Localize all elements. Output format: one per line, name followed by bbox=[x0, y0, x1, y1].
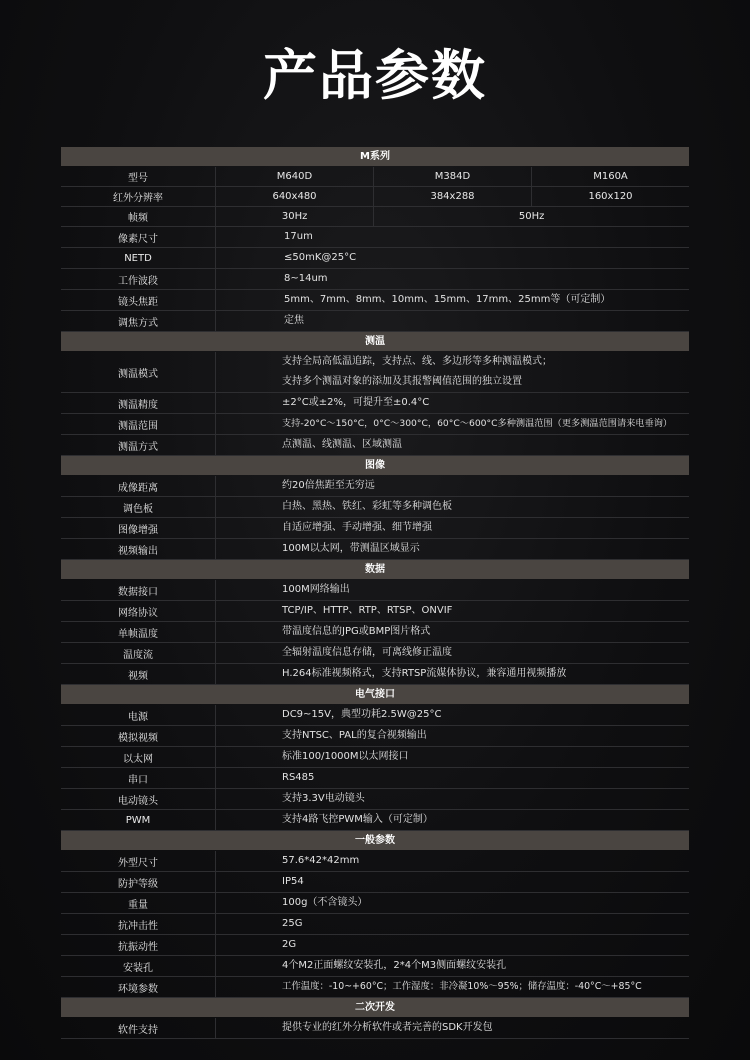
row-label: 成像距离 bbox=[118, 482, 158, 494]
row-value: ≤50mK@25°C bbox=[284, 252, 357, 263]
row-label: 型号 bbox=[128, 173, 148, 184]
row-video bbox=[61, 664, 689, 685]
row-label: 调色板 bbox=[123, 503, 153, 515]
row-label: 数据接口 bbox=[118, 586, 158, 598]
row-value: 100M以太网，带测温区域显示 bbox=[282, 543, 420, 554]
model-m160a: M160A bbox=[531, 167, 689, 186]
row-palette bbox=[61, 497, 689, 518]
row-value: 5mm、7mm、8mm、10mm、15mm、17mm、25mm等（可定制） bbox=[284, 294, 611, 305]
row-value: H.264标准视频格式，支持RTSP流媒体协议，兼容通用视频播放 bbox=[282, 668, 567, 679]
row-measure-range bbox=[61, 414, 689, 435]
row-label: 测温模式 bbox=[118, 368, 158, 380]
row-value-line: 支持全局高低温追踪，支持点、线、多边形等多种测温模式； bbox=[282, 356, 552, 367]
row-value: 4个M2正面螺纹安装孔，2*4个M3侧面螺纹安装孔 bbox=[282, 960, 507, 971]
row-label: 串口 bbox=[128, 774, 148, 786]
row-vibration bbox=[61, 935, 689, 956]
row-label: 测温方式 bbox=[118, 441, 158, 453]
row-framerate bbox=[61, 207, 689, 227]
row-label: 调焦方式 bbox=[118, 317, 158, 329]
row-focus-mode bbox=[61, 311, 689, 332]
row-value: RS485 bbox=[282, 772, 315, 783]
row-network-protocol bbox=[61, 601, 689, 622]
row-value: 57.6*42*42mm bbox=[282, 855, 360, 866]
row-label: 镜头焦距 bbox=[118, 296, 158, 308]
row-waveband bbox=[61, 269, 689, 290]
row-shock bbox=[61, 914, 689, 935]
row-protection bbox=[61, 872, 689, 893]
section-header-general: 一般参数 bbox=[61, 831, 689, 850]
row-label: 单帧温度 bbox=[118, 628, 158, 640]
row-value: ±2°C或±2%，可提升至±0.4°C bbox=[282, 397, 430, 408]
row-value: 支持3.3V电动镜头 bbox=[282, 793, 365, 804]
row-value: 支持4路飞控PWM输入（可定制） bbox=[282, 814, 433, 825]
row-value: 100g（不含镜头） bbox=[282, 897, 368, 908]
row-value: 25G bbox=[282, 918, 303, 929]
section-header-image: 图像 bbox=[61, 456, 689, 475]
row-label: 帧频 bbox=[128, 213, 148, 224]
row-label: 安装孔 bbox=[123, 962, 153, 974]
row-value: 17um bbox=[284, 231, 313, 242]
model-m384d: M384D bbox=[373, 167, 531, 186]
row-mount-holes bbox=[61, 956, 689, 977]
model-m640d: M640D bbox=[276, 171, 313, 182]
row-value: 定焦 bbox=[284, 315, 304, 326]
row-label: 抗冲击性 bbox=[118, 920, 158, 932]
row-value: 支持-20°C～150°C，0°C～300°C，60°C～600°C多种测温范围（更多测温范围请来电垂询） bbox=[282, 418, 673, 429]
row-weight bbox=[61, 893, 689, 914]
row-dimensions bbox=[61, 851, 689, 872]
row-label: 防护等级 bbox=[118, 878, 158, 890]
section-header-m-series: M系列 bbox=[61, 147, 689, 166]
row-temp-stream bbox=[61, 643, 689, 664]
section-header-data: 数据 bbox=[61, 560, 689, 579]
resolution-m384d: 384x288 bbox=[373, 187, 531, 206]
framerate-m640d: 30Hz bbox=[281, 211, 308, 222]
row-serial bbox=[61, 768, 689, 789]
row-label: 软件支持 bbox=[118, 1024, 158, 1036]
row-label: 视频输出 bbox=[118, 545, 158, 557]
row-measure-method bbox=[61, 435, 689, 456]
row-analog-video bbox=[61, 726, 689, 747]
row-environment bbox=[61, 977, 689, 998]
row-focal-length bbox=[61, 290, 689, 311]
row-label: 电动镜头 bbox=[118, 795, 158, 807]
row-value: TCP/IP、HTTP、RTP、RTSP、ONVIF bbox=[282, 605, 453, 616]
row-label: 测温范围 bbox=[118, 420, 158, 432]
row-value: 8~14um bbox=[284, 273, 328, 284]
row-value-line: 支持多个测温对象的添加及其报警阈值范围的独立设置 bbox=[282, 376, 522, 387]
resolution-m160a: 160x120 bbox=[531, 187, 689, 206]
row-value: 提供专业的红外分析软件或者完善的SDK开发包 bbox=[282, 1022, 493, 1033]
spec-table bbox=[61, 147, 689, 1039]
row-data-interface bbox=[61, 580, 689, 601]
row-label: 重量 bbox=[128, 899, 148, 911]
row-ethernet bbox=[61, 747, 689, 768]
row-value: 白热、黑热、铁红、彩虹等多种调色板 bbox=[282, 501, 452, 512]
row-value: 工作温度：-10~+60°C；工作湿度：非冷凝10%～95%；储存温度：-40°C～+85°C bbox=[282, 981, 642, 992]
row-single-frame-temp bbox=[61, 622, 689, 643]
row-label: 环境参数 bbox=[118, 983, 158, 995]
row-value: 带温度信息的JPG或BMP图片格式 bbox=[282, 626, 431, 637]
row-label: 电源 bbox=[128, 711, 148, 723]
row-power bbox=[61, 705, 689, 726]
row-image-enhance bbox=[61, 518, 689, 539]
row-label: 红外分辨率 bbox=[113, 193, 163, 204]
row-value: 自适应增强、手动增强、细节增强 bbox=[282, 522, 432, 533]
row-label: 抗振动性 bbox=[118, 941, 158, 953]
section-header-measure: 测温 bbox=[61, 332, 689, 351]
row-motor-lens bbox=[61, 789, 689, 810]
row-label: PWM bbox=[125, 814, 151, 826]
row-value: 100M网络输出 bbox=[282, 584, 350, 595]
row-pixel-size bbox=[61, 227, 689, 248]
row-label: 网络协议 bbox=[118, 607, 158, 619]
row-label: 以太网 bbox=[123, 753, 153, 765]
row-measure-accuracy bbox=[61, 393, 689, 414]
row-value: 2G bbox=[282, 939, 297, 950]
row-value: 全辐射温度信息存储，可离线修正温度 bbox=[282, 647, 452, 658]
row-value: 约20倍焦距至无穷远 bbox=[282, 480, 375, 491]
row-label: 温度流 bbox=[123, 649, 153, 661]
section-header-dev: 二次开发 bbox=[61, 998, 689, 1017]
row-label: 像素尺寸 bbox=[118, 233, 158, 245]
row-value: DC9~15V，典型功耗2.5W@25°C bbox=[282, 709, 442, 720]
row-value: 支持NTSC、PAL的复合视频输出 bbox=[282, 730, 427, 741]
row-label: 模拟视频 bbox=[118, 732, 158, 744]
row-value: 点测温、线测温、区域测温 bbox=[282, 439, 402, 450]
section-header-electrical: 电气接口 bbox=[61, 685, 689, 704]
row-label: 视频 bbox=[128, 670, 148, 682]
row-measure-mode bbox=[61, 352, 689, 393]
row-label: NETD bbox=[124, 252, 152, 264]
row-value: 标准100/1000M以太网接口 bbox=[282, 751, 409, 762]
row-software bbox=[61, 1018, 689, 1039]
row-model bbox=[61, 167, 689, 187]
page-title: 产品参数 bbox=[263, 44, 487, 107]
row-label: 工作波段 bbox=[118, 275, 158, 287]
row-video-output bbox=[61, 539, 689, 560]
row-netd bbox=[61, 248, 689, 269]
row-value: IP54 bbox=[282, 876, 304, 887]
row-resolution bbox=[61, 187, 689, 207]
row-imaging-distance bbox=[61, 476, 689, 497]
row-label: 图像增强 bbox=[118, 524, 158, 536]
row-label: 测温精度 bbox=[118, 399, 158, 411]
resolution-m640d: 640x480 bbox=[272, 191, 317, 202]
row-label: 外型尺寸 bbox=[118, 857, 158, 869]
row-pwm bbox=[61, 810, 689, 831]
framerate-m384d-m160a: 50Hz bbox=[373, 207, 689, 226]
